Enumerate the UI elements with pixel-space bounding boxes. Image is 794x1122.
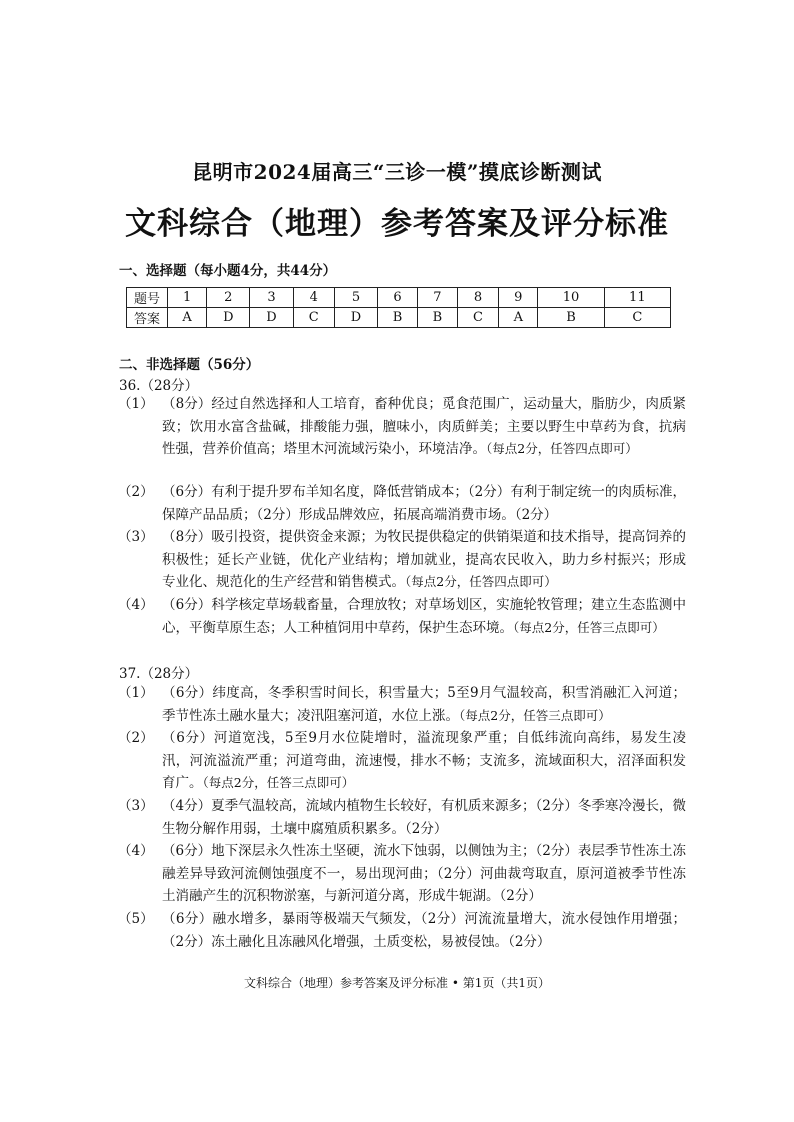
section1-heading: 一、选择题（每小题4分，共44分） bbox=[119, 263, 337, 279]
table-cell: C bbox=[293, 308, 334, 328]
item-label: （1） bbox=[118, 685, 154, 701]
table-cell: 11 bbox=[604, 288, 670, 308]
item-label: （5） bbox=[118, 911, 154, 927]
answer-text: （6分）融水增多，暴雨等极端天气频发，（2分）河流流量增大，流水侵蚀作用增强；（2分）冻土融化且冻融风化增强，土质变松，易被侵蚀。（2分） bbox=[162, 911, 686, 950]
table-cell: 7 bbox=[417, 288, 457, 308]
q36-answer-1 bbox=[118, 393, 686, 461]
item-label: （4） bbox=[118, 843, 154, 859]
exam-title: 昆明市2024届高三“三诊一模”摸底诊断测试 bbox=[192, 160, 602, 184]
table-cell: 10 bbox=[538, 288, 604, 308]
table-cell: A bbox=[499, 308, 538, 328]
item-label: （3） bbox=[118, 798, 154, 814]
scoring-note: （每点2分，任答四点即可） bbox=[405, 574, 557, 589]
answer-text: （6分）有利于提升罗布羊知名度，降低营销成本；（2分）有利于制定统一的肉质标准，保障产品品质；（2分）形成品牌效应，拓展高端消费市场。（2分） bbox=[162, 484, 686, 523]
answer-text: （6分）河道宽浅，5至9月水位陡增时，溢流现象严重；自低纬流向高纬，易发生凌汛，河流溢流严重；河道弯曲，流速慢，排水不畅；支流多，流域面积大，沼泽面积发育广。 bbox=[162, 730, 686, 791]
item-label: （1） bbox=[118, 396, 154, 412]
table-cell: 1 bbox=[168, 288, 207, 308]
row-label-answer: 答案 bbox=[127, 308, 168, 328]
q37-answer-3 bbox=[118, 795, 686, 840]
question-36-heading: 36.（28分） bbox=[119, 378, 199, 394]
table-cell: D bbox=[334, 308, 377, 328]
section2-heading: 二、非选择题（56分） bbox=[119, 357, 260, 373]
table-cell: 3 bbox=[250, 288, 293, 308]
row-label-number: 题号 bbox=[127, 288, 168, 308]
q37-answer-2 bbox=[118, 727, 686, 795]
table-row-answers bbox=[127, 308, 671, 328]
document-title: 文科综合（地理）参考答案及评分标准 bbox=[125, 206, 669, 242]
table-cell: B bbox=[378, 308, 418, 328]
table-cell: 6 bbox=[378, 288, 418, 308]
answer-text: （6分）地下深层永久性冻土坚硬，流水下蚀弱，以侧蚀为主；（2分）表层季节性冻土冻融差异导致河流侧蚀强度不一，易出现河曲；（2分）河曲裁弯取直，原河道被季节性冻土消融产生的沉积物淤塞，与新河道分离，形成牛轭湖。（2分） bbox=[162, 843, 686, 904]
question-37-heading: 37.（28分） bbox=[119, 666, 199, 682]
answer-text: （8分）经过自然选择和人工培育，畜种优良；觅食范围广，运动量大，脂肪少，肉质紧致；饮用水富含盐碱，排酸能力强，膻味小，肉质鲜美；主要以野生中草药为食，抗病性强，营养价值高；塔里木河流域污染小，环境洁净。 bbox=[162, 396, 686, 457]
q37-answer-1 bbox=[118, 682, 686, 727]
table-cell: D bbox=[250, 308, 293, 328]
scoring-note: （每点2分，任答四点即可） bbox=[486, 441, 638, 456]
item-label: （2） bbox=[118, 484, 154, 500]
q36-answer-4 bbox=[118, 594, 686, 639]
table-cell: 4 bbox=[293, 288, 334, 308]
scoring-note: （每点2分，任答三点即可） bbox=[459, 707, 611, 723]
table-cell: B bbox=[538, 308, 604, 328]
item-label: （3） bbox=[118, 529, 154, 545]
scoring-note: （每点2分，任答三点即可） bbox=[513, 619, 665, 635]
q37-answer-5 bbox=[118, 908, 686, 953]
table-cell: 9 bbox=[499, 288, 538, 308]
q36-answer-2 bbox=[118, 481, 686, 526]
page-footer: 文科综合（地理）参考答案及评分标准 • 第1页（共1页） bbox=[244, 976, 550, 990]
table-cell: C bbox=[457, 308, 498, 328]
table-cell: D bbox=[207, 308, 250, 328]
scoring-note: （每点2分，任答三点即可） bbox=[202, 775, 355, 790]
table-cell: 8 bbox=[457, 288, 498, 308]
q37-answer-4 bbox=[118, 840, 686, 908]
answer-text: （6分）纬度高，冬季积雪时间长，积雪量大；5至9月气温较高，积雪消融汇入河道；季节性冻土融水量大；凌汛阻塞河道，水位上涨。 bbox=[162, 685, 686, 724]
answer-text: （8分）吸引投资，提供资金来源；为牧民提供稳定的供销渠道和技术指导，提高饲养的积极性；延长产业链，优化产业结构；增加就业，提高农民收入，助力乡村振兴；形成专业化、规范化的生产经营和销售模式。 bbox=[162, 529, 686, 590]
item-label: （2） bbox=[118, 730, 154, 746]
answer-text: （4分）夏季气温较高，流域内植物生长较好，有机质来源多；（2分）冬季寒冷漫长，微生物分解作用弱，土壤中腐殖质积累多。（2分） bbox=[162, 798, 686, 837]
answer-table bbox=[126, 287, 671, 328]
table-row-numbers bbox=[127, 288, 671, 308]
table-cell: 5 bbox=[334, 288, 377, 308]
table-cell: B bbox=[417, 308, 457, 328]
table-cell: 2 bbox=[207, 288, 250, 308]
q36-answer-3 bbox=[118, 526, 686, 594]
table-cell: C bbox=[604, 308, 670, 328]
item-label: （4） bbox=[118, 597, 154, 613]
table-cell: A bbox=[168, 308, 207, 328]
answer-text: （6分）科学核定草场载畜量，合理放牧；对草场划区，实施轮牧管理；建立生态监测中心，平衡草原生态；人工种植饲用中草药，保护生态环境。 bbox=[162, 597, 686, 636]
